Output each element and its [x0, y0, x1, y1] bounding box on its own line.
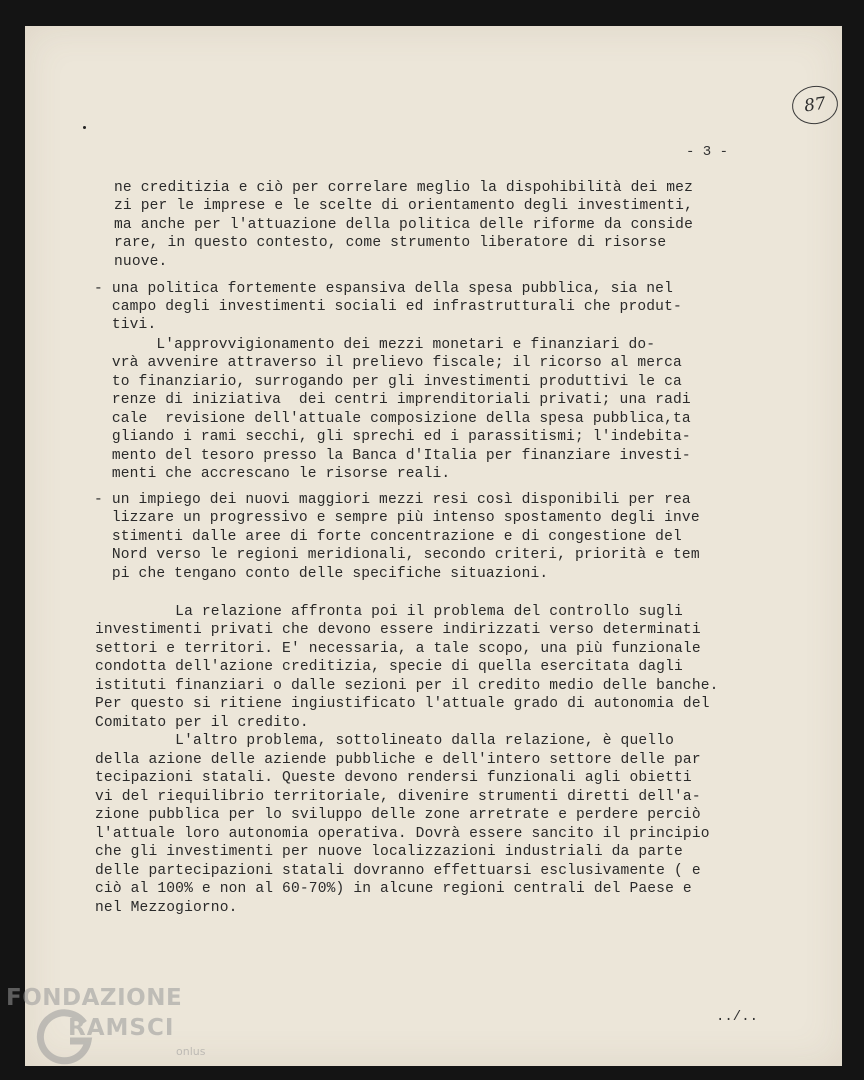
- text-line: La relazione affronta poi il problema del controllo sugli: [95, 604, 683, 620]
- text-line: zi per le imprese e le scelte di orientamento degli investimenti,: [114, 198, 693, 214]
- text-line: mento del tesoro presso la Banca d'Italia per finanziare investi-: [94, 448, 691, 464]
- watermark-line-1: FONDAZIONE: [6, 985, 183, 1011]
- text-line: cale revisione dell'attuale composizione della spesa pubblica,ta: [94, 411, 691, 427]
- watermark-line-2: RAMSCI: [68, 1015, 175, 1041]
- text-line: menti che accrescano le risorse reali.: [94, 466, 451, 482]
- text-line: tecipazioni statali. Queste devono rendersi funzionali agli obietti: [95, 770, 692, 786]
- page-number: - 3 -: [686, 144, 729, 160]
- text-line: pi che tengano conto delle specifiche situazioni.: [94, 566, 549, 582]
- text-line: gliando i rami secchi, gli sprechi ed i parassitismi; l'indebita-: [94, 429, 691, 445]
- text-line: l'attuale loro autonomia operativa. Dovrà essere sancito il principio: [95, 826, 710, 842]
- text-line: nuove.: [114, 254, 168, 270]
- text-line: stimenti dalle aree di forte concentrazione e di congestione del: [94, 529, 682, 545]
- text-line: settori e territori. E' necessaria, a tale scopo, una più funzionale: [95, 641, 701, 657]
- text-line: istituti finanziari o dalle sezioni per il credito medio delle banche.: [95, 678, 719, 694]
- text-line: Comitato per il credito.: [95, 715, 309, 731]
- text-line: della azione delle aziende pubbliche e dell'intero settore delle par: [95, 752, 701, 768]
- text-line: delle partecipazioni statali dovranno effettuarsi esclusivamente ( e: [95, 863, 701, 879]
- text-line: - una politica fortemente espansiva della spesa pubblica, sia nel: [94, 281, 673, 297]
- document-page: [25, 26, 842, 1066]
- text-line: Per questo si ritiene ingiustificato l'attuale grado di autonomia del: [95, 696, 710, 712]
- text-line: campo degli investimenti sociali ed infrastrutturali che produt-: [94, 299, 682, 315]
- text-line: Nord verso le regioni meridionali, secondo criteri, priorità e tem: [94, 547, 700, 563]
- archive-number-stamp: 87: [790, 83, 841, 127]
- text-line: ma anche per l'attuazione della politica delle riforme da conside: [114, 217, 693, 233]
- fondazione-gramsci-watermark: [6, 985, 221, 1075]
- ink-dot: [83, 126, 86, 129]
- text-line: lizzare un progressivo e sempre più intenso spostamento degli inve: [94, 510, 700, 526]
- watermark-line-3: onlus: [176, 1045, 206, 1058]
- text-line: vrà avvenire attraverso il prelievo fiscale; il ricorso al merca: [94, 355, 682, 371]
- text-line: L'approvvigionamento dei mezzi monetari e finanziari do-: [94, 337, 656, 353]
- text-line: vi del riequilibrio territoriale, divenire strumenti diretti dell'a-: [95, 789, 701, 805]
- continuation-mark: ../..: [716, 1009, 759, 1025]
- text-line: - un impiego dei nuovi maggiori mezzi resi così disponibili per rea: [94, 492, 691, 508]
- text-line: rare, in questo contesto, come strumento liberatore di risorse: [114, 235, 667, 251]
- text-line: ciò al 100% e non al 60-70%) in alcune regioni centrali del Paese e: [95, 881, 692, 897]
- text-line: L'altro problema, sottolineato dalla relazione, è quello: [95, 733, 674, 749]
- text-line: zione pubblica per lo sviluppo delle zone arretrate e perdere perciò: [95, 807, 701, 823]
- text-line: renze di iniziativa dei centri imprenditoriali privati; una radi: [94, 392, 691, 408]
- text-line: ne creditizia e ciò per correlare meglio la dispohibilità dei mez: [114, 180, 693, 196]
- text-line: tivi.: [94, 317, 157, 333]
- text-line: to finanziario, surrogando per gli investimenti produttivi le ca: [94, 374, 682, 390]
- text-line: investimenti privati che devono essere indirizzati verso determinati: [95, 622, 701, 638]
- text-line: condotta dell'azione creditizia, specie di quella esercitata dagli: [95, 659, 683, 675]
- text-line: che gli investimenti per nuove localizzazioni industriali da parte: [95, 844, 683, 860]
- text-line: nel Mezzogiorno.: [95, 900, 238, 916]
